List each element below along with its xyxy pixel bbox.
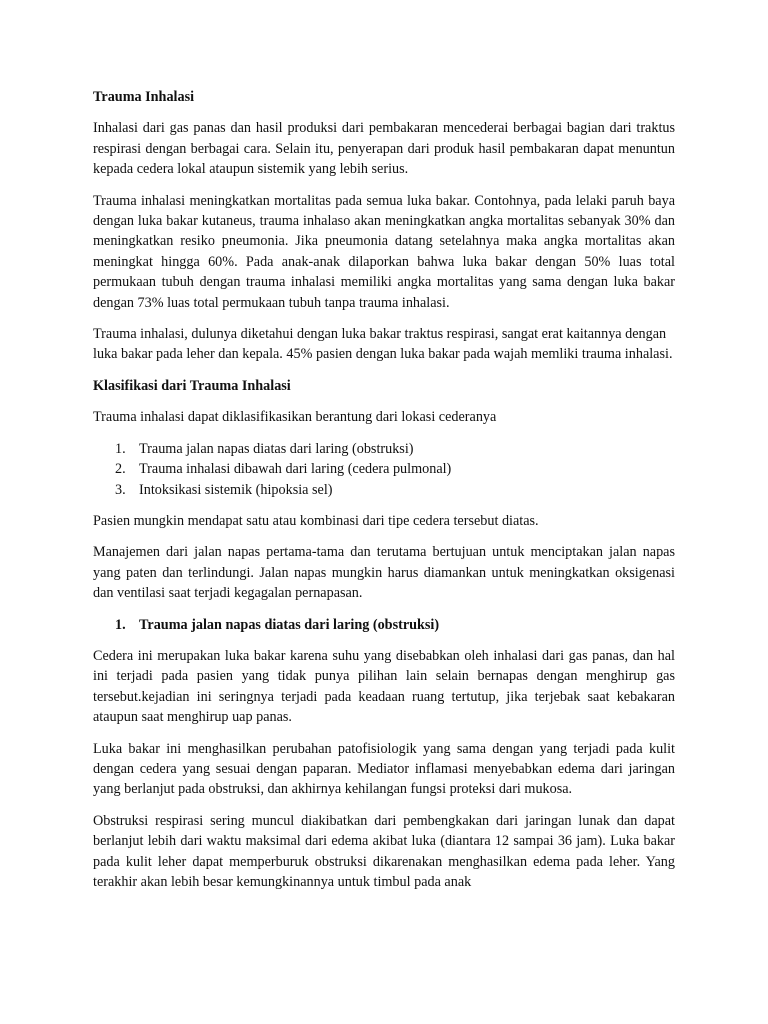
list-item [93, 439, 675, 459]
intro-paragraph-2: Trauma inhalasi meningkatkan mortalitas pada semua luka bakar. Contohnya, pada lelaki paruh baya dengan luka bakar kutaneus, trauma inhalaso akan meningkatkan angka mortalitas sebanyak 30% dan meningkatkan resiko pneumonia. Jika pneumonia datang setelahnya maka angka mortalitas akan meningkat hingga 60%. Pada anak-anak dilaporkan bahwa luka bakar dengan 50% luas total permukaan tubuh dengan trauma inhalasi memiliki angka mortalitas yang sama dengan luka bakar dengan 73% luas total permukaan tubuh tanpa trauma inhalasi. [93, 192, 675, 311]
section-1-number: 1. [115, 616, 126, 633]
list-item [93, 459, 675, 479]
list-item-text: Intoksikasi sistemik (hipoksia sel) [139, 481, 333, 498]
section-1-title: Trauma jalan napas diatas dari laring (obstruksi) [139, 616, 440, 633]
list-item-number: 3. [115, 481, 126, 498]
after-list-paragraph-2: Manajemen dari jalan napas pertama-tama dan terutama bertujuan untuk menciptakan jalan napas yang paten dan terlindungi. Jalan napas mungkin harus diamankan untuk meningkatkan oksigenasi dan ventilasi saat terjadi kegagalan pernapasan. [93, 544, 675, 602]
classification-list [93, 439, 675, 500]
list-item-text: Trauma inhalasi dibawah dari laring (cedera pulmonal) [139, 461, 452, 478]
section-1-paragraph-2: Luka bakar ini menghasilkan perubahan patofisiologik yang sama dengan yang terjadi pada kulit dengan cedera yang sesuai dengan paparan. Mediator inflamasi menyebabkan edema dari jaringan yang berlanjut pada obstruksi, dan akhirnya kehilangan fungsi proteksi dari mukosa. [93, 740, 675, 798]
section-1-paragraph-3: Obstruksi respirasi sering muncul diakibatkan dari pembengkakan dari jaringan lunak dan dapat berlanjut lebih dari waktu maksimal dari edema akibat luka (diantara 12 sampai 36 jam). Luka bakar pada kulit leher dapat memperburuk obstruksi dikarenakan menghasilkan edema pada leher. Yang terakhir akan lebih besar kemungkinannya untuk timbul pada anak [93, 812, 675, 890]
list-item-number: 1. [115, 440, 126, 457]
document-page [93, 87, 675, 903]
list-item-text: Trauma jalan napas diatas dari laring (obstruksi) [139, 440, 414, 457]
classification-intro: Trauma inhalasi dapat diklasifikasikan berantung dari lokasi cederanya [93, 409, 497, 426]
list-item-number: 2. [115, 461, 126, 478]
classification-heading: Klasifikasi dari Trauma Inhalasi [93, 377, 291, 394]
list-item [93, 480, 675, 500]
section-1-heading [93, 615, 675, 635]
intro-paragraph-1: Inhalasi dari gas panas dan hasil produksi dari pembakaran mencederai berbagai bagian dari traktus respirasi dengan berbagai cara. Selain itu, penyerapan dari produk hasil pembakaran dapat menuntun kepada cedera lokal ataupun sistemik yang lebih serius. [93, 120, 675, 178]
intro-paragraph-3: Trauma inhalasi, dulunya diketahui dengan luka bakar traktus respirasi, sangat erat kaitannya dengan luka bakar pada leher dan kepala. 45% pasien dengan luka bakar pada wajah memliki trauma inhalasi. [93, 326, 673, 363]
after-list-paragraph-1: Pasien mungkin mendapat satu atau kombinasi dari tipe cedera tersebut diatas. [93, 512, 539, 529]
document-title: Trauma Inhalasi [93, 89, 195, 105]
section-1-paragraph-1: Cedera ini merupakan luka bakar karena suhu yang disebabkan oleh inhalasi dari gas panas, dan hal ini terjadi pada pasien yang tidak punya pilihan lain selain bernapas dengan menghirup gas tersebut.kejadian ini seringnya terjadi pada keadaan ruang tertutup, jika terjebak saat kebakaran ataupun saat menghirup uap panas. [93, 647, 675, 726]
